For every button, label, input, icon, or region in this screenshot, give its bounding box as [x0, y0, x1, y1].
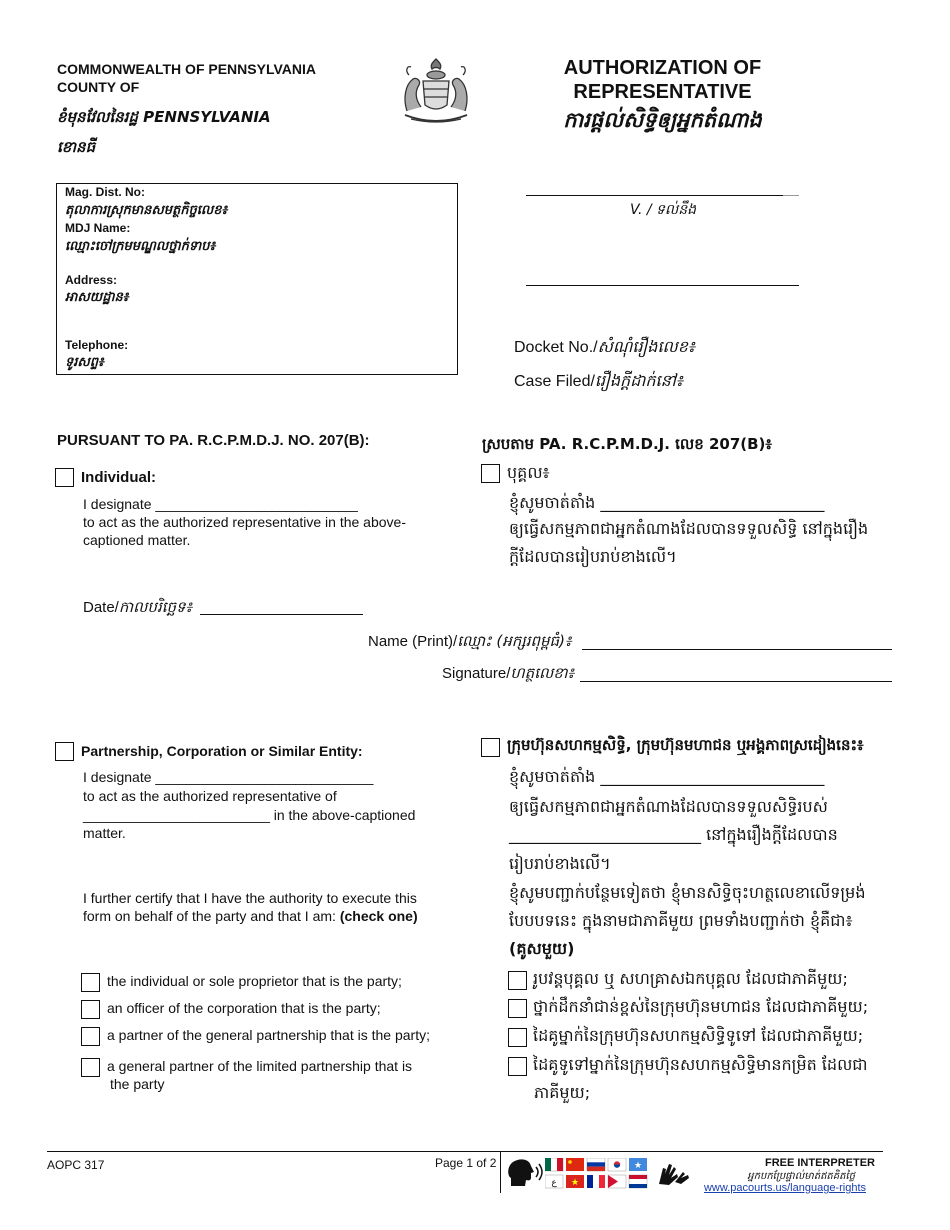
option-officer-checkbox[interactable] [81, 1000, 100, 1019]
mag-dist-label: Mag. Dist. No: [65, 185, 145, 199]
partnership-label: Partnership, Corporation or Similar Entity: [81, 743, 363, 759]
plaintiff-line[interactable] [526, 195, 783, 196]
svg-text:ع: ع [551, 1178, 557, 1188]
name-print-label-km: ឈ្មោះ (អក្សរពុម្ពធំ)៖ [457, 632, 572, 650]
date-line[interactable] [200, 614, 363, 615]
certify-line1-km: ខ្ញុំសូមបញ្ជាក់បន្ថែមទៀតថា ខ្ញុំមានសិទ្ធិចុះហត្ថលេខាលើទម្រង់ [509, 883, 866, 902]
partnership-checkbox[interactable] [55, 742, 74, 761]
page-number: Page 1 of 2 [435, 1156, 497, 1170]
plaintiff-line-tail [783, 195, 799, 196]
option-officer-label-km: ថ្នាក់ដឹកនាំជាន់ខ្ពស់នៃក្រុមហ៊ុនមហាជន ដែលជាភាគីមួយ; [533, 997, 869, 1016]
partnership-text-line4-km: រៀបរាប់ខាងលើ។ [509, 854, 611, 873]
pursuant-heading-km: ស្របតាម PA. R.C.P.M.D.J. លេខ 207(B)៖ [482, 435, 773, 453]
check-one-label-km: (គូសមួយ) [509, 939, 575, 958]
partnership-entity-line[interactable]: ________________________ in the above-captioned [83, 807, 416, 823]
sign-language-icon [655, 1160, 691, 1188]
telephone-label: Telephone: [65, 338, 129, 352]
option-limited-partner-checkbox-km[interactable] [508, 1057, 527, 1076]
svg-text:★: ★ [633, 1161, 643, 1171]
option-limited-partner-label-cont: the party [110, 1076, 165, 1092]
individual-designate[interactable]: I designate __________________________ [83, 496, 358, 512]
signature-label-km: ហត្ថលេខា៖ [510, 664, 575, 682]
case-filed-label: Case Filed/ [514, 373, 595, 390]
option-individual-checkbox-km[interactable] [508, 971, 527, 990]
certify-line1: I further certify that I have the authority to execute this [83, 890, 417, 906]
certify-line2-row [83, 908, 418, 924]
free-interpreter-label: FREE INTERPRETER [764, 1157, 875, 1169]
partnership-text-line2-km: ឲ្យធ្វើសកម្មភាពជាអ្នកតំណាងដែលបានទទួលសិទ្ធិរបស់ [509, 797, 828, 816]
certify-line2: form on behalf of the party and that I am: [83, 908, 336, 924]
title-line-2: REPRESENTATIVE [573, 81, 752, 103]
option-individual-label-km: រូបវន្តបុគ្គល ឬ សហគ្រាសឯកបុគ្គល ដែលជាភាគីមួយ; [533, 969, 848, 988]
footer-rule [47, 1151, 883, 1152]
individual-designate-km[interactable]: ខ្ញុំសូមចាត់តាំង ____________________________ [509, 493, 825, 512]
speaking-head-icon [505, 1156, 545, 1190]
docket-row [514, 336, 695, 360]
partnership-text-line2: to act as the authorized representative of [83, 788, 337, 804]
court-name-km: ខំមុនវែលនៃរដ្ឋ PENNSYLVANIA [57, 108, 271, 126]
partnership-text-line4: matter. [83, 825, 126, 841]
option-officer-label: an officer of the corporation that is the party; [107, 1000, 381, 1016]
option-general-partner-checkbox[interactable] [81, 1027, 100, 1046]
footer-divider [500, 1151, 501, 1193]
form-title-km: ការផ្តល់សិទ្ធិឲ្យអ្នកតំណាង [563, 108, 762, 132]
free-interpreter-label-km: អ្នកបកប្រែផ្ទាល់មាត់ឥតគិតថ្លៃ [747, 1171, 855, 1182]
title-line-1: AUTHORIZATION OF [563, 57, 762, 79]
pursuant-heading: PURSUANT TO PA. R.C.P.M.D.J. NO. 207(B): [57, 432, 370, 449]
case-filed-row [514, 370, 683, 394]
individual-label: Individual: [81, 469, 156, 486]
partnership-designate[interactable]: I designate ____________________________ [83, 769, 374, 785]
option-general-partner-label-km: ដៃគូម្នាក់នៃក្រុមហ៊ុនសហកម្មសិទ្ធិទូទៅ ដែលជាភាគីមួយ; [533, 1026, 864, 1045]
signature-label: Signature/ [442, 665, 511, 682]
option-limited-partner-label-km: ដៃគូទូទៅម្នាក់នៃក្រុមហ៊ុនសហកម្មសិទ្ធិមានកម្រិត ដែលជា [533, 1055, 868, 1074]
versus-label: V. / ទល់នឹង [629, 202, 697, 218]
county-label: COUNTY OF [57, 79, 140, 95]
language-rights-link[interactable]: www.pacourts.us/language-rights [703, 1182, 866, 1194]
docket-label-km: សំណុំរឿងលេខ៖ [597, 337, 695, 356]
date-label-row [83, 598, 192, 620]
signature-row [442, 664, 574, 686]
option-limited-partner-label: a general partner of the limited partnership that is [107, 1058, 413, 1074]
court-name: COMMONWEALTH OF PENNSYLVANIA [57, 61, 316, 77]
name-print-label: Name (Print)/ [368, 633, 458, 650]
partnership-label-km: ក្រុមហ៊ុនសហកម្មសិទ្ធិ, ក្រុមហ៊ុនមហាជន ឬអង្គភាពស្រដៀងនេះ៖ [507, 736, 864, 754]
option-individual-checkbox[interactable] [81, 973, 100, 992]
county-label-km: ខោនធី [57, 138, 96, 156]
name-print-line[interactable] [582, 649, 892, 650]
mdj-name-label: MDJ Name: [65, 221, 131, 235]
defendant-line[interactable] [526, 285, 799, 286]
check-one-label: (check one) [339, 908, 418, 924]
option-officer-checkbox-km[interactable] [508, 999, 527, 1018]
option-individual-label: the individual or sole proprietor that is the party; [107, 973, 402, 989]
individual-text-line2-km: ឲ្យធ្វើសកម្មភាពជាអ្នកតំណាងដែលបានទទួលសិទ្ធិ នៅក្នុងរឿង [509, 519, 869, 538]
certify-line2-km: បែបបទនេះ ក្នុងនាមជាភាគីមួយ ព្រមទាំងបញ្ជាក់ថា ខ្ញុំគឺជា៖ [509, 911, 853, 930]
partnership-checkbox-km[interactable] [481, 738, 500, 757]
mdj-name-label-km: ឈ្មោះចៅក្រមមណ្ឌលថ្នាក់ទាប៖ [65, 239, 216, 254]
mag-dist-label-km: តុលាការស្រុកមានសមត្ថកិច្ចលេខ៖ [65, 203, 228, 218]
option-limited-partner-label-km-cont: ភាគីមួយ; [534, 1083, 591, 1102]
docket-label: Docket No./ [514, 339, 598, 356]
partnership-entity-line-km[interactable]: ________________________ នៅក្នុងរឿងក្តីដែលបាន [509, 825, 838, 844]
option-general-partner-label: a partner of the general partnership that is the party; [107, 1027, 430, 1043]
svg-text:★: ★ [570, 1178, 580, 1188]
telephone-label-km: ទូរសព្ទ៖ [65, 355, 104, 370]
address-label: Address: [65, 273, 118, 287]
individual-label-km: បុគ្គល៖ [507, 463, 550, 482]
option-general-partner-checkbox-km[interactable] [508, 1028, 527, 1047]
option-limited-partner-checkbox[interactable] [81, 1058, 100, 1077]
partnership-designate-km[interactable]: ខ្ញុំសូមចាត់តាំង ____________________________ [509, 767, 825, 786]
individual-text-line3: captioned matter. [83, 532, 191, 548]
date-label-km: កាលបរិច្ឆេទ៖ [118, 598, 193, 616]
signature-line[interactable] [580, 681, 892, 682]
language-flags-icon [545, 1158, 653, 1190]
pennsylvania-seal-icon [395, 55, 477, 127]
individual-checkbox-km[interactable] [481, 464, 500, 483]
address-label-km: អាសយដ្ឋាន៖ [65, 290, 129, 305]
date-label: Date/ [83, 599, 119, 616]
form-number: AOPC 317 [47, 1158, 105, 1172]
individual-text-line3-km: ក្តីដែលបានរៀបរាប់ខាងលើ។ [509, 547, 677, 566]
name-print-row [368, 632, 572, 654]
individual-checkbox[interactable] [55, 468, 74, 487]
form-title [540, 56, 785, 104]
case-filed-label-km: រឿងក្តីដាក់នៅ៖ [594, 371, 683, 390]
individual-text-line2: to act as the authorized representative in the above- [83, 514, 406, 530]
